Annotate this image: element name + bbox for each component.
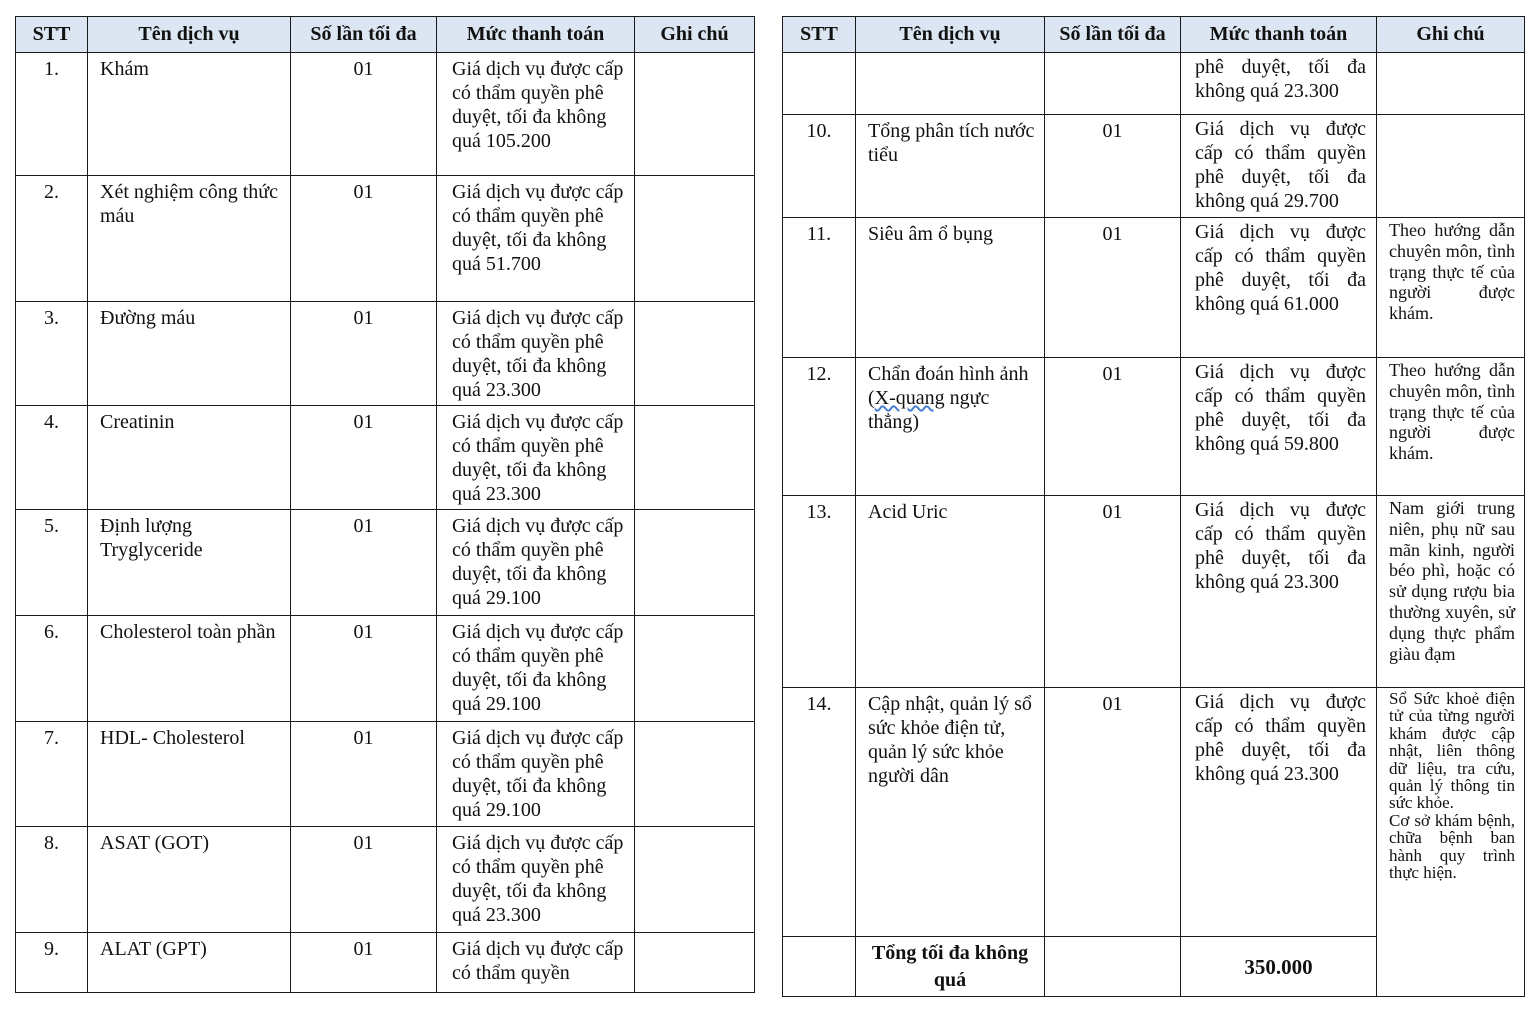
row-max-count: 01 <box>291 53 437 176</box>
row-service-name: Creatinin <box>88 406 291 510</box>
row-max-count: 01 <box>1045 496 1181 688</box>
row-max-count: 01 <box>291 827 437 933</box>
row-service-name: Acid Uric <box>856 496 1045 688</box>
row-service-name: Khám <box>88 53 291 176</box>
table-row <box>783 358 1525 496</box>
row-payment: Giá dịch vụ được cấp có thẩm quyền phê duyệt, tối đa không quá 59.800 <box>1181 358 1377 496</box>
row-payment: Giá dịch vụ được cấp có thẩm quyền phê duyệt, tối đa không quá 51.700 <box>437 176 635 302</box>
row-max-count: 01 <box>1045 358 1181 496</box>
row-stt: 6. <box>16 616 88 722</box>
row-max-count: 01 <box>291 616 437 722</box>
header-service-name: Tên dịch vụ <box>856 17 1045 53</box>
row-payment: Giá dịch vụ được cấp có thẩm quyền phê duyệt, tối đa không quá 23.300 <box>1181 688 1377 937</box>
total-value: 350.000 <box>1181 937 1377 997</box>
row-stt: 10. <box>783 115 856 218</box>
row-note: Theo hướng dẫn chuyên môn, tình trạng thực tế của người được khám. <box>1377 218 1525 358</box>
row-payment: Giá dịch vụ được cấp có thẩm quyền phê duyệt, tối đa không quá 61.000 <box>1181 218 1377 358</box>
note-part-1: Sổ Sức khoẻ điện tử của từng người khám được cập nhật, liên thông dữ liệu, tra cứu, quản lý thông tin sức khỏe. <box>1389 689 1515 813</box>
row-payment: Giá dịch vụ được cấp có thẩm quyền phê duyệt, tối đa không quá 29.100 <box>437 616 635 722</box>
table-row <box>16 827 755 933</box>
table-row <box>16 933 755 993</box>
header-stt: STT <box>783 17 856 53</box>
row-payment: Giá dịch vụ được cấp có thẩm quyền phê duyệt, tối đa không quá 23.300 <box>437 302 635 406</box>
row-service-name: ALAT (GPT) <box>88 933 291 993</box>
service-table-left <box>15 16 755 993</box>
row-note <box>1377 115 1525 218</box>
row-max-count: 01 <box>291 176 437 302</box>
header-note: Ghi chú <box>635 17 755 53</box>
row-note <box>635 302 755 406</box>
header-stt: STT <box>16 17 88 53</box>
row-note: Theo hướng dẫn chuyên môn, tình trạng thực tế của người được khám. <box>1377 358 1525 496</box>
table-row <box>16 510 755 616</box>
row-payment: Giá dịch vụ được cấp có thẩm quyền phê duyệt, tối đa không quá 29.100 <box>437 722 635 827</box>
header-max-count: Số lần tối đa <box>1045 17 1181 53</box>
row-note <box>635 933 755 993</box>
table-row <box>16 722 755 827</box>
row-stt: 2. <box>16 176 88 302</box>
header-note: Ghi chú <box>1377 17 1525 53</box>
note-part-2: Cơ sở khám bệnh, chữa bệnh ban hành quy trình thực hiện. <box>1389 810 1515 883</box>
table-row <box>16 53 755 176</box>
row-max-count: 01 <box>291 302 437 406</box>
row-max-count: 01 <box>291 722 437 827</box>
row-payment: phê duyệt, tối đa không quá 23.300 <box>1181 53 1377 115</box>
service-name-main: Chẩn đoán hình ảnh <box>868 363 1029 385</box>
table-row <box>783 115 1525 218</box>
table-row <box>783 688 1525 937</box>
total-label: Tổng tối đa không quá <box>856 937 1045 997</box>
table-row <box>16 406 755 510</box>
row-stt: 5. <box>16 510 88 616</box>
row-max-count: 01 <box>291 933 437 993</box>
row-payment: Giá dịch vụ được cấp có thẩm quyền phê duyệt, tối đa không quá 105.200 <box>437 53 635 176</box>
table-row <box>783 496 1525 688</box>
row-max-count: 01 <box>291 406 437 510</box>
row-note <box>635 722 755 827</box>
row-service-name: Đường máu <box>88 302 291 406</box>
row-service-name: Xét nghiệm công thức máu <box>88 176 291 302</box>
table-row-continuation <box>783 53 1525 115</box>
row-service-name: Cholesterol toàn phần <box>88 616 291 722</box>
row-payment: Giá dịch vụ được cấp có thẩm quyền <box>437 933 635 993</box>
row-service-name <box>856 53 1045 115</box>
row-stt: 13. <box>783 496 856 688</box>
row-stt: 9. <box>16 933 88 993</box>
row-payment: Giá dịch vụ được cấp có thẩm quyền phê duyệt, tối đa không quá 23.300 <box>437 406 635 510</box>
row-payment: Giá dịch vụ được cấp có thẩm quyền phê duyệt, tối đa không quá 29.100 <box>437 510 635 616</box>
total-stt-cell <box>783 937 856 997</box>
row-service-name: Siêu âm ổ bụng <box>856 218 1045 358</box>
table-header-row <box>16 17 755 53</box>
table-row <box>16 302 755 406</box>
row-max-count: 01 <box>1045 115 1181 218</box>
service-name-paren-open: ( <box>868 387 875 409</box>
row-note <box>635 510 755 616</box>
service-table-right <box>782 16 1525 997</box>
header-service-name: Tên dịch vụ <box>88 17 291 53</box>
row-note <box>635 616 755 722</box>
row-stt: 12. <box>783 358 856 496</box>
row-note <box>1377 53 1525 115</box>
header-payment: Mức thanh toán <box>1181 17 1377 53</box>
table-header-row <box>783 17 1525 53</box>
row-payment: Giá dịch vụ được cấp có thẩm quyền phê duyệt, tối đa không quá 23.300 <box>437 827 635 933</box>
table-row <box>16 616 755 722</box>
row-stt <box>783 53 856 115</box>
total-count-cell <box>1045 937 1181 997</box>
row-stt: 11. <box>783 218 856 358</box>
row-service-name: Tổng phân tích nước tiểu <box>856 115 1045 218</box>
row-service-name: HDL- Cholesterol <box>88 722 291 827</box>
row-note: Nam giới trung niên, phụ nữ sau mãn kinh, người béo phì, hoặc có sử dụng rượu bia thường xuyên, sử dụng thực phẩm giàu đạm <box>1377 496 1525 688</box>
header-max-count: Số lần tối đa <box>291 17 437 53</box>
row-service-name: ASAT (GOT) <box>88 827 291 933</box>
row-stt: 7. <box>16 722 88 827</box>
row-max-count: 01 <box>1045 218 1181 358</box>
row-stt: 1. <box>16 53 88 176</box>
service-name-xray: X-quang <box>874 387 945 409</box>
table-row <box>16 176 755 302</box>
row-payment: Giá dịch vụ được cấp có thẩm quyền phê duyệt, tối đa không quá 29.700 <box>1181 115 1377 218</box>
row-stt: 8. <box>16 827 88 933</box>
row-max-count: 01 <box>291 510 437 616</box>
row-note <box>635 176 755 302</box>
row-payment: Giá dịch vụ được cấp có thẩm quyền phê duyệt, tối đa không quá 23.300 <box>1181 496 1377 688</box>
row-max-count: 01 <box>1045 688 1181 937</box>
row-max-count <box>1045 53 1181 115</box>
row-service-name: Cập nhật, quản lý sổ sức khỏe điện tử, quản lý sức khỏe người dân <box>856 688 1045 937</box>
row-note <box>1377 688 1525 997</box>
row-note <box>635 406 755 510</box>
row-stt: 14. <box>783 688 856 937</box>
row-note <box>635 827 755 933</box>
row-stt: 3. <box>16 302 88 406</box>
table-row <box>783 218 1525 358</box>
header-payment: Mức thanh toán <box>437 17 635 53</box>
row-stt: 4. <box>16 406 88 510</box>
row-service-name: Định lượng Tryglyceride <box>88 510 291 616</box>
row-service-name <box>856 358 1045 496</box>
row-note <box>635 53 755 176</box>
service-name-paren-rest: ngực thẳng) <box>868 387 990 433</box>
